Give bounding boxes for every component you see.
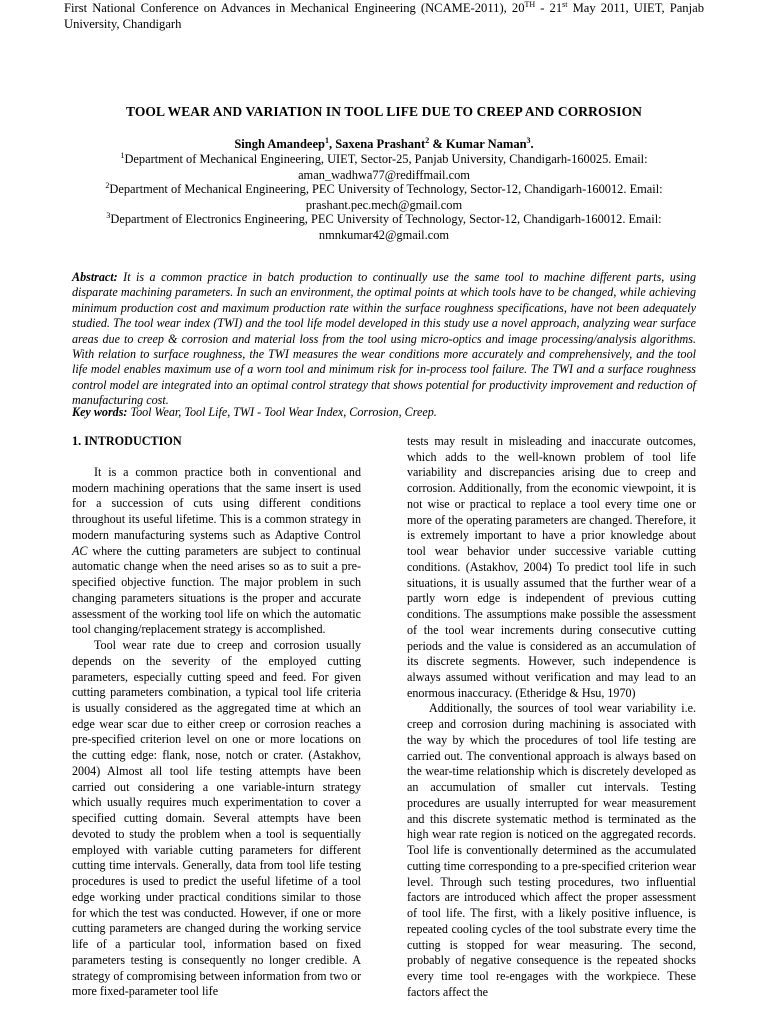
keywords-text: Tool Wear, Tool Life, TWI - Tool Wear Index, Corrosion, Creep. — [127, 405, 437, 419]
conference-text-a: First National Conference on Advances in Mechanical Engineering (NCAME-2011), 20 — [64, 1, 525, 15]
conference-text-mid: - 21 — [535, 1, 563, 15]
paragraph-2: Tool wear rate due to creep and corrosion usually depends on the severity of the employed cutting parameters, especially cutting speed and feed. For given cutting parameters combination, a typical tool life criteria is usually considered as the aggregated time at which an edge wear scar due to either creep or corrosion reaches a pre-specified criterion level on one or more locations on the cutting edge: flank, nose, notch or crater. (Astakhov, 2004) Almost all tool life testing attempts have been carried out considering a one variable-inturn strategy which usually requires much experimentation to cover a specified cutting domain. Several attempts have been devoted to study the problem when a tool is sequentially employed with variable cutting parameters for different cutting time intervals. Generally, data from tool life testing procedures is used to predict the useful lifetime of a tool edge working under practical conditions similar to those for which the test was conducted. However, if one or more cutting parameters are changed during the working service life of a particular tool, information based on fixed parameters testing is consequently no longer credible. A strategy of compromising between information from two or more fixed-parameter tool life — [72, 638, 361, 999]
keywords-label: Key words: — [72, 405, 128, 419]
affiliation-1: $^1$Department of Mechanical Engineering, UIET, Sector-25, Panjab University, Chandigarh-160025. Email: aman_wadhwa77@rediffmail.com — [120, 150, 648, 182]
conference-text-b: May 2011, UIET, Panjab University, Chandigarh — [64, 1, 704, 31]
affiliation-3-email: nmnkumar42@gmail.com — [318, 227, 450, 242]
paper-title: TOOL WEAR AND VARIATION IN TOOL LIFE DUE TO CREEP AND CORROSION — [125, 104, 643, 119]
conference-sup-st: st — [562, 0, 568, 9]
section-heading-introduction: 1. INTRODUCTION — [72, 434, 182, 448]
affiliation-3: $^3$Department of Electronics Engineering, PEC University of Technology, Sector-12, Chandigarh-160012. Email: nmnkumar42@gmail.com — [106, 210, 662, 242]
abstract-label: Abstract: — [72, 270, 118, 284]
paragraph-3: tests may result in misleading and inaccurate outcomes, which adds to the well-known problem of tool life variability and discrepancies arising due to creep and corrosion. Additionally, from the economic viewpoint, it is not wise or practical to replace a tool every time one or more of the operating parameters are changed. Therefore, it is extremely important to have a prior knowledge about tool wear behavior under successive variable cutting conditions. (Astakhov, 2004) To predict tool life in such situations, it is usually assumed that the further wear of a partly worn edge is independent of previous cutting conditions. The assumptions make possible the assessment of the tool wear increments during consecutive cutting periods and the value is considered as an accumulation of its discrete segments. However, such independence is always assumed without verification and may lead to an enormous inaccuracy. (Etheridge & Hsu, 1970) — [407, 434, 696, 700]
conference-header — [64, 0, 704, 32]
adaptive-control-abbrev: AC — [72, 543, 88, 558]
author-1: Singh Amandeep — [234, 137, 325, 151]
paragraph-1: It is a common practice both in conventional and modern machining operations that the same insert is used for a succession of cuts using different conditions throughout its useful lifetime. This is a common strategy in modern manufacturing systems such as Adaptive Control AC where the cutting parameters are subject to continual automatic change when the need arises so as to suit a pre-specified objective function. The major problem in such changing parameters situations is the proper and accurate assessment of the working tool life on which the automatic tool changing/replacement strategy is accomplished. — [72, 465, 361, 637]
abstract-text: It is a common practice in batch production to continually use the same tool to machine different parts, using disparate machining parameters. In such an environment, the optimal points at which tools have to be changed, while achieving minimum production cost and maximum production rate within the surface roughness specifications, have not been adequately studied. The tool wear index (TWI) and the tool life model developed in this study use a novel approach, analyzing wear surface areas due to creep & corrosion and material loss from the tool using micro-optics and image processing/analysis algorithms. With relation to surface roughness, the TWI measures the wear conditions more accurately and comprehensively, and the tool life model enables maximum use of a worn tool and minimum risk for in-process tool failure. The TWI and a surface roughness control model are integrated into an optimal control strategy that shows potential for productivity improvement and reduction of manufacturing cost. — [72, 270, 696, 408]
author-2-sup: 2 — [425, 135, 430, 145]
author-list — [64, 137, 704, 152]
author-2: , Saxena Prashant — [328, 137, 426, 151]
right-column — [407, 434, 696, 1000]
abstract — [72, 270, 696, 409]
conference-sup-th: TH — [524, 0, 536, 9]
affiliation-2: $^2$Department of Mechanical Engineering, PEC University of Technology, Sector-12, Chandigarh-160012. Email: prashant.pec.mech@gmail.com — [105, 180, 663, 212]
affiliation-2-email: prashant.pec.mech@gmail.com — [305, 197, 463, 212]
author-1-sup: 1 — [324, 135, 329, 145]
keywords — [72, 405, 696, 420]
author-end: . — [530, 137, 534, 151]
affiliation-1-email: aman_wadhwa77@rediffmail.com — [298, 167, 470, 182]
left-column — [72, 465, 361, 1000]
author-3: & Kumar Naman — [429, 137, 527, 151]
author-3-sup: 3 — [526, 135, 531, 145]
paragraph-4: Additionally, the sources of tool wear variability i.e. creep and corrosion during machining is associated with the way by which the procedures of tool life testing are carried out. The conventional approach is always based on the wear-time relationship which is discretely developed as an accumulation of smaller cut intervals. Testing procedures are usually interrupted for wear measurement and this discrete systematic method is terminated as the high wear rate region is noticed on the aggregated records. Tool life is conventionally determined as the accumulated cutting time corresponding to a pre-specified criterion wear level. Through such testing procedures, two influential factors are introduced which affect the proper assessment of tool life. The first, with a likely positive influence, is repeated cooling cycles of the tool substrate every time the cutting is stopped for wear measuring. The second, probably of negative consequence is the repeated shocks every time tool re-engages with the workpiece. These factors affect the — [407, 701, 696, 999]
